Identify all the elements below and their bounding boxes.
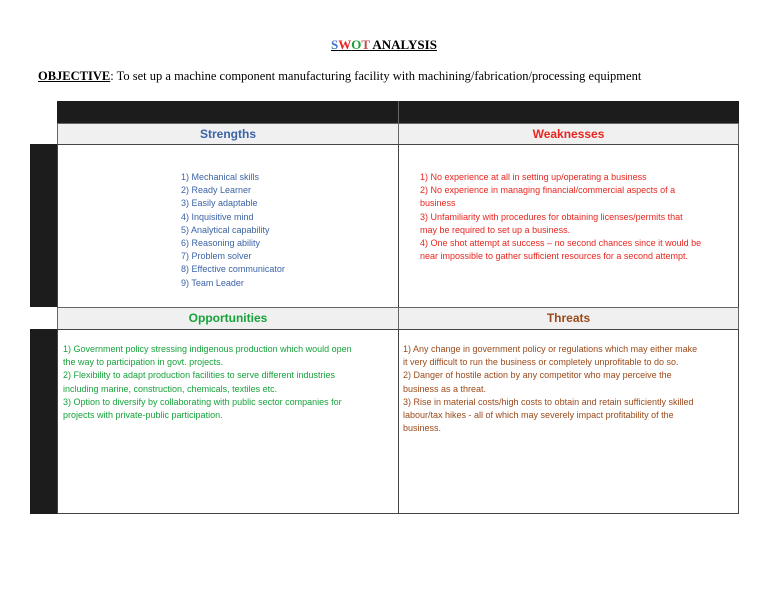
list-item: 2) Ready Learner — [181, 185, 252, 196]
list-item: 4) One shot attempt at success – no second chances since it would be — [420, 238, 702, 249]
threats-list — [403, 343, 697, 435]
strengths-list — [181, 171, 285, 290]
list-item: it very difficult to run the business or completely unprofitable to do so. — [403, 357, 679, 368]
list-item: 1) Mechanical skills — [181, 172, 260, 182]
list-item: may be required to set up a business. — [420, 224, 571, 235]
list-item: the way to participation in govt. projects. — [63, 357, 224, 368]
strengths-cell — [57, 144, 399, 308]
title-letter: T — [361, 37, 370, 52]
title-letter: O — [351, 37, 362, 52]
weaknesses-list — [420, 171, 701, 263]
list-item: 1) Any change in government policy or regulations which may either make — [403, 344, 698, 354]
swot-grid — [30, 101, 739, 514]
list-item: 4) Inquisitive mind — [181, 211, 254, 222]
opportunities-heading: Opportunities — [57, 307, 399, 330]
weaknesses-cell — [398, 144, 739, 308]
objective-text: : To set up a machine component manufacturing facility with machining/fabrication/processing equipment — [110, 69, 642, 83]
list-item: projects with private-public participation. — [63, 410, 223, 421]
list-item: near impossible to gather sufficient resources for a second attempt. — [420, 251, 688, 262]
list-item: including marine, construction, chemicals, textiles etc. — [63, 383, 278, 394]
threats-cell — [398, 329, 739, 514]
list-item: 2) Danger of hostile action by any competitor who may perceive the — [403, 370, 672, 381]
list-item: 6) Reasoning ability — [181, 238, 261, 249]
list-item: 3) Easily adaptable — [181, 198, 258, 209]
list-item: 9) Team Leader — [181, 277, 244, 288]
list-item: 2) No experience in managing financial/commercial aspects of a — [420, 185, 676, 196]
title-rest: ANALYSIS — [369, 37, 437, 52]
list-item: 3) Unfamiliarity with procedures for obtaining licenses/permits that — [420, 211, 683, 222]
list-item: 2) Flexibility to adapt production facilities to serve different industries — [63, 370, 335, 381]
list-item: business as a threat. — [403, 383, 487, 394]
title-letter: S — [331, 37, 339, 52]
objective-line — [38, 69, 641, 84]
strengths-heading: Strengths — [57, 123, 399, 145]
left-black-bar-lower — [30, 329, 57, 514]
opportunities-cell — [57, 329, 399, 514]
list-item: 7) Problem solver — [181, 251, 252, 262]
list-item: 3) Option to diversify by collaborating with public sector companies for — [63, 396, 342, 407]
opportunities-list — [63, 343, 352, 422]
list-item: business — [420, 198, 456, 209]
left-black-bar-upper — [30, 144, 57, 307]
title-letter: W — [338, 37, 352, 52]
list-item: 5) Analytical capability — [181, 224, 270, 235]
document-title — [0, 37, 768, 53]
weaknesses-heading: Weaknesses — [398, 123, 739, 145]
list-item: 8) Effective communicator — [181, 264, 285, 275]
list-item: labour/tax hikes - all of which may severely impact profitability of the — [403, 410, 674, 421]
swot-colored-letters — [331, 37, 370, 52]
list-item: 1) Government policy stressing indigenous production which would open — [63, 344, 352, 354]
threats-heading: Threats — [398, 307, 739, 330]
objective-label: OBJECTIVE — [38, 69, 111, 83]
list-item: 1) No experience at all in setting up/operating a business — [420, 172, 647, 182]
list-item: business. — [403, 423, 442, 434]
list-item: 3) Rise in material costs/high costs to obtain and retain sufficiently skilled — [403, 396, 694, 407]
